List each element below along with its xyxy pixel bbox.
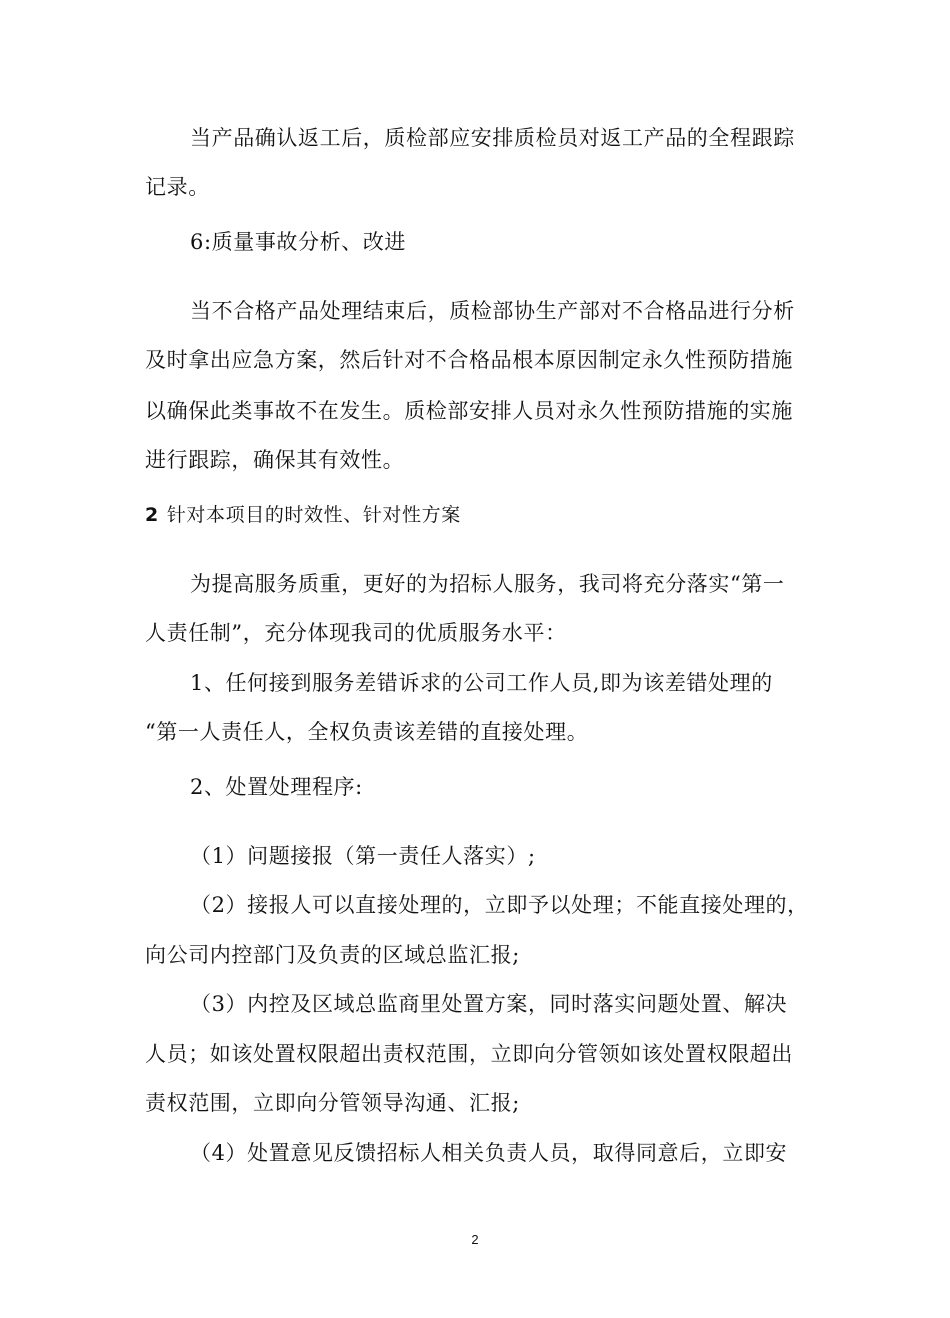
paragraph-line: 人责任制”，充分体现我司的优质服务水平： <box>145 621 567 645</box>
paragraph-line: 人员；如该处置权限超出责权范围，立即向分管领如该处置权限超出 <box>145 1042 793 1066</box>
subsection-title: 6:质量事故分析、改进 <box>190 230 407 254</box>
paragraph-line: 以确保此类事故不在发生。质检部安排人员对永久性预防措施的实施 <box>145 399 793 423</box>
paragraph-line: 当不合格产品处理结束后，质检部协生产部对不合格品进行分析 <box>190 299 795 323</box>
paragraph-line: 为提高服务质重，更好的为招标人服务，我司将充分落实“第一 <box>190 572 785 596</box>
paragraph-line: 责权范围，立即向分管领导沟通、汇报; <box>145 1091 520 1115</box>
page-number: 2 <box>471 1232 479 1247</box>
list-item: （3）内控及区域总监商里处置方案，同时落实问题处置、解决 <box>190 992 788 1016</box>
section-heading <box>145 500 461 530</box>
paragraph-line: 进行跟踪，确保其有效性。 <box>145 448 405 472</box>
paragraph-line: 记录。 <box>145 175 210 199</box>
paragraph-line: 及时拿出应急方案，然后针对不合格品根本原因制定永久性预防措施 <box>145 348 793 372</box>
section-number: 2 <box>145 504 159 526</box>
paragraph-line: 向公司内控部门及负责的区域总监汇报; <box>145 943 520 967</box>
list-item: 2、处置处理程序: <box>190 775 363 799</box>
paragraph-line: “第一人责任人，全权负责该差错的直接处理。 <box>145 720 589 744</box>
list-item: （1）问题接报（第一责任人落实）; <box>190 844 536 868</box>
paragraph-line: 当产品确认返工后，质检部应安排质检员对返工产品的全程跟踪 <box>190 126 795 150</box>
section-title: 针对本项目的时效性、针对性方案 <box>166 504 461 526</box>
list-item: 1、任何接到服务差错诉求的公司工作人员,即为该差错处理的 <box>190 671 773 695</box>
list-item: （4）处置意见反馈招标人相关负责人员，取得同意后，立即安 <box>190 1141 788 1165</box>
list-item: （2）接报人可以直接处理的，立即予以处理；不能直接处理的， <box>190 893 809 917</box>
